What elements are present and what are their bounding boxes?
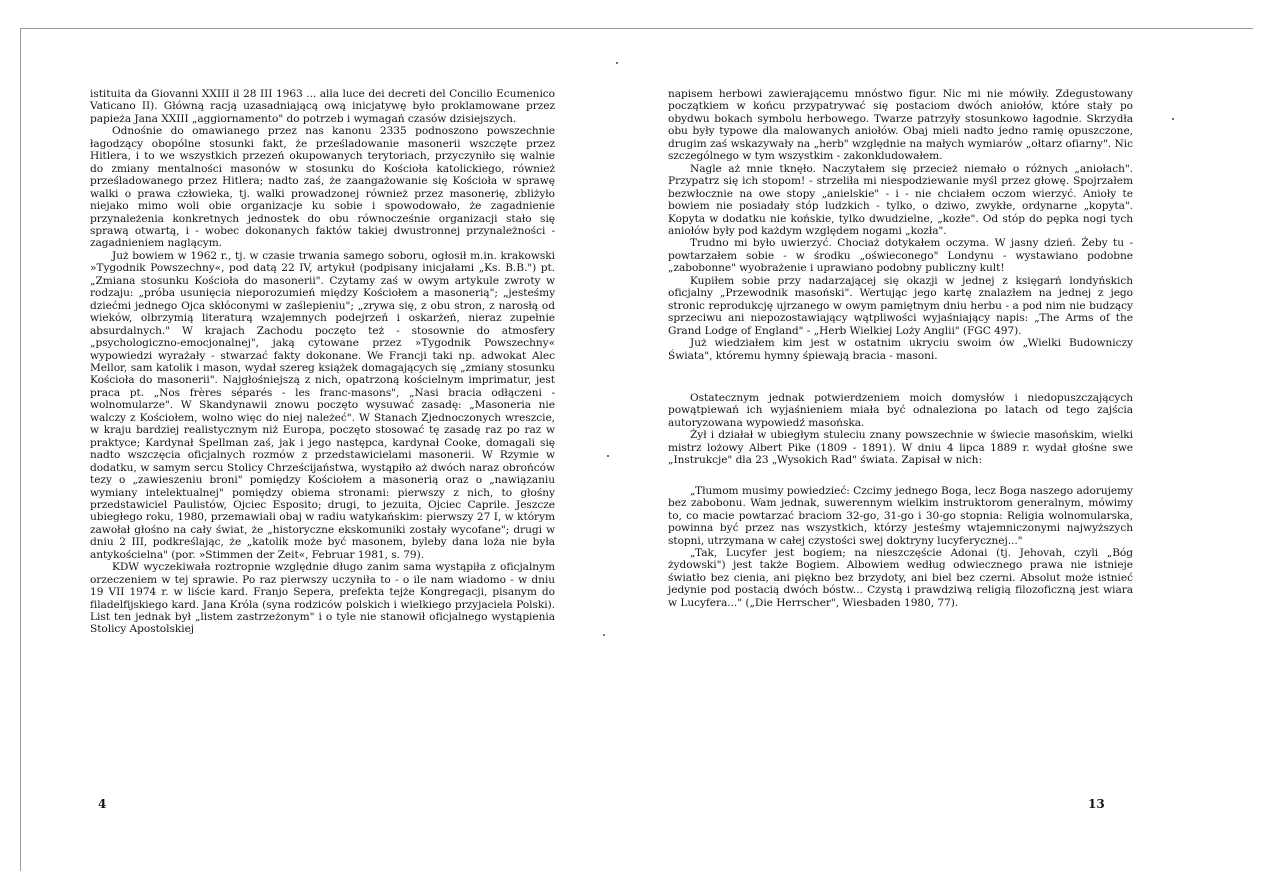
right-page-number: 13 — [1088, 797, 1105, 811]
scan-speck — [616, 62, 618, 64]
section-gap — [668, 362, 1133, 392]
paragraph: Żył i działał w ubiegłym stuleciu znany powszechnie w świecie masońskim, wielki mistrz lożowy Albert Pike (1809 - 1891). W dniu 4 lipca 1889 r. wydał głośne swe „Instrukcje" dla 23 „Wysokich Rad" świata. Zapisał w nich: — [668, 429, 1133, 467]
section-gap — [668, 467, 1133, 485]
paragraph: istituita da Giovanni XXIII il 28 III 1963 ... alla luce dei decreti del Concilio Ecumenico Vaticano II). Główną racją uzasadniającą ową inicjatywę było proklamowane przez papieża Jana XXIII „aggiornamento" do potrzeb i wymagań czasów dzisiejszych. — [90, 88, 555, 125]
left-page-number: 4 — [98, 797, 107, 811]
quote-paragraph: „Tak, Lucyfer jest bogiem; na nieszczęście Adonai (tj. Jehovah, czyli „Bóg żydowski") jest także Bogiem. Albowiem według odwiecznego prawa nie istnieje światło bez cienia, ani piękno bez brzydoty, ani biel bez czerni. Absolut może istnieć jedynie pod postacią dwóch bóstw... Czystą i prawdziwą religią filozoficzną jest wiara w Lucyfera..." („Die Herrscher", Wiesbaden 1980, 77). — [668, 546, 1133, 609]
paragraph: Kupiłem sobie przy nadarzającej się okazji w jednej z księgarń londyńskich oficjalny „Przewodnik masoński". Wertując jego kartę znalazłem na jednej z jego stronic reprodukcję ujrzanego w owym pamiętnym dniu herbu - a pod nim nie budzący sprzeciwu ani niepozostawiający wątpliwości wyjaśniający napis: „The Arms of the Grand Lodge of England" - „Herb Wielkiej Loży Anglii" (FGC 497). — [668, 274, 1133, 337]
paragraph: Ostatecznym jednak potwierdzeniem moich domysłów i niedopuszczających powątpiewań ich wyjaśnieniem miała być odnaleziona po latach od tego zajścia autoryzowana wypowiedź masońska. — [668, 391, 1133, 429]
paragraph: KDW wyczekiwała roztropnie względnie długo zanim sama wystąpiła z oficjalnym orzeczeniem w tej sprawie. Po raz pierwszy uczyniła to - o ile nam wiadomo - w dniu 19 VII 1974 r. w liście kard. Franjo Sepera, prefekta tejże Kongregacji, pisanym do filadelfijskiego kard. Jana Króla (syna rodziców polskich i wielkiego przyjaciela Polski). List ten jednak był „listem zastrzeżonym" i o tyle nie stanowił oficjalnego wystąpienia Stolicy Apostolskiej — [90, 561, 555, 636]
paragraph: Już bowiem w 1962 r., tj. w czasie trwania samego soboru, ogłosił m.in. krakowski »Tygodnik Powszechny«, pod datą 22 IV, artykuł (podpisany inicjałami „Ks. B.B.") pt. „Zmiana stosunku Kościoła do masonerii". Czytamy zaś w owym artykule zwroty w rodzaju: „próba usunięcia nieporozumień między Kościołem a masonerią"; „jesteśmy dziećmi jednego Ojca skłóconymi w zaślepieniu"; „zrywa się, z obu stron, z narosłą od wieków, olbrzymią literaturą wzajemnych podejrzeń i oskarżeń, nieraz zupełnie absurdalnych." W krajach Zachodu poczęto też - stosownie do atmosfery „psychologiczno-emocjonalnej", jaką cytowane przez »Tygodnik Powszechny« wypowiedzi wyrażały - stwarzać fakty dokonane. We Francji taki np. adwokat Alec Mellor, sam katolik i mason, wydał szereg książek domagających się „zmiany stosunku Kościoła do masonerii". Najgłośniejszą z nich, opatrzoną kościelnym imprimatur, jest praca pt. „Nos frères séparés - les franc-masons", „Nasi bracia odłączeni - wolnomularze". W Skandynawii znowu poczęto wysuwać zasadę: „Masoneria nie walczy z Kościołem, wolno więc do niej należeć". W Stanach Zjednoczonych wreszcie, w kraju bardziej realistycznym niż Europa, poczęto stosować tę zasadę raz po raz w praktyce; Kardynał Spellman zaś, jak i jego następca, kardynał Cooke, domagali się nadto wszczęcia oficjalnych rozmów z przedstawicielami masonerii. W Rzymie w dodatku, w samym sercu Stolicy Chrześcijaństwa, wystąpiło aż dwóch naraz obrońców tezy o „zawieszeniu broni" pomiędzy Kościołem a masonerią oraz o „nawiązaniu wymiany intelektualnej" pomiędzy obiema stronami: pierwszy z nich, to głośny przedstawiciel Paulistów, Ojciec Esposito; drugi, to jezuita, Ojciec Caprile. Jeszcze ubiegłego roku, 1980, przemawiali obaj w radiu watykańskim: pierwszy 27 I, w którym zawołał głośno na cały świat, że „historyczne ekskomuniki zostały wycofane"; drugi w dniu 2 III, podkreślając, że „katolik może być masonem, byleby dana loża nie była antykościelna" (por. »Stimmen der Zeit«, Februar 1981, s. 79). — [90, 249, 555, 561]
paragraph: Odnośnie do omawianego przez nas kanonu 2335 podnoszono powszechnie łagodzący obopólne stosunki fakt, że prześladowanie masonerii wszczęte przez Hitlera, i to we wszystkich przezeń okupowanych terytoriach, przyczyniło się walnie do zmiany mentalności masonów w stosunku do Kościoła katolickiego, również prześladowanego przez Hitlera; nadto zaś, że zaangażowanie się Kościoła w sprawę walki o prawa człowieka, tj. walki prowadzonej również przez masonerię, zbliżyło niejako mimo woli obie organizacje ku sobie i spowodowało, że zagadnienie przynależenia konkretnych jednostek do obu równocześnie organizacji stało się sprawą otwartą, i - wobec dokonanych faktów takiej dwustronnej przynależności - zagadnieniem naglącym. — [90, 125, 555, 250]
left-page-text — [90, 88, 555, 636]
scan-speck — [607, 455, 609, 457]
paragraph: Nagle aż mnie tknęło. Naczytałem się przecież niemało o różnych „aniołach". Przypatrz się ich stopom! - strzeliła mi niespodziewanie myśl przez głowę. Spojrzałem bezwłocznie na owe stopy „anielskie" - i - nie chciałem oczom wierzyć. Anioły te bowiem nie posiadały stóp ludzkich - tylko, o dziwo, zwykłe, ordynarne „kopyta". Kopyta w dodatku nie końskie, tylko dwudzielne, „kozłe". Od stóp do pępka nogi tych aniołów były pod każdym względem nogami „kozła". — [668, 162, 1133, 237]
paragraph: napisem herbowi zawierającemu mnóstwo figur. Nic mi nie mówiły. Zdegustowany początkiem w końcu przypatrywać się postaciom dwóch aniołów, które stały po obydwu bokach symbolu herbowego. Twarze patrzyły stosunkowo łagodnie. Skrzydła obu były typowe dla malowanych aniołów. Obaj mieli nadto jedno ramię opuszczone, drugim zaś wskazywały na „herb" względnie na małych wymiarów „ołtarz ofiarny". Nic szczególnego w tym wszystkim - zakonkludowałem. — [668, 88, 1133, 163]
scan-speck — [1172, 118, 1174, 120]
quote-paragraph: „Tłumom musimy powiedzieć: Czcimy jednego Boga, lecz Boga naszego adorujemy bez zabobonu. Wam jednak, suwerennym wielkim instruktorom generalnym, mówimy to, co macie powtarzać braciom 32-go, 31-go i 30-go stopnia: Religia wolnomularska, powinna być przez nas wszystkich, którzy jesteśmy wtajemniczonymi najwyższych stopni, utrzymana w całej czystości swej doktryny lucyferycznej..." — [668, 484, 1133, 547]
scan-speck — [603, 634, 605, 636]
paragraph: Trudno mi było uwierzyć. Chociaż dotykałem oczyma. W jasny dzień. Żeby tu - powtarzałem sobie - w środku „oświeconego" Londynu - wystawiano podobne „zabobonne" wyobrażenie i uprawiano podobny publiczny kult! — [668, 237, 1133, 275]
right-page-text — [668, 88, 1133, 609]
paragraph: Już wiedziałem kim jest w ostatnim ukryciu swoim ów „Wielki Budowniczy Świata", któremu hymny śpiewają bracia - masoni. — [668, 337, 1133, 362]
